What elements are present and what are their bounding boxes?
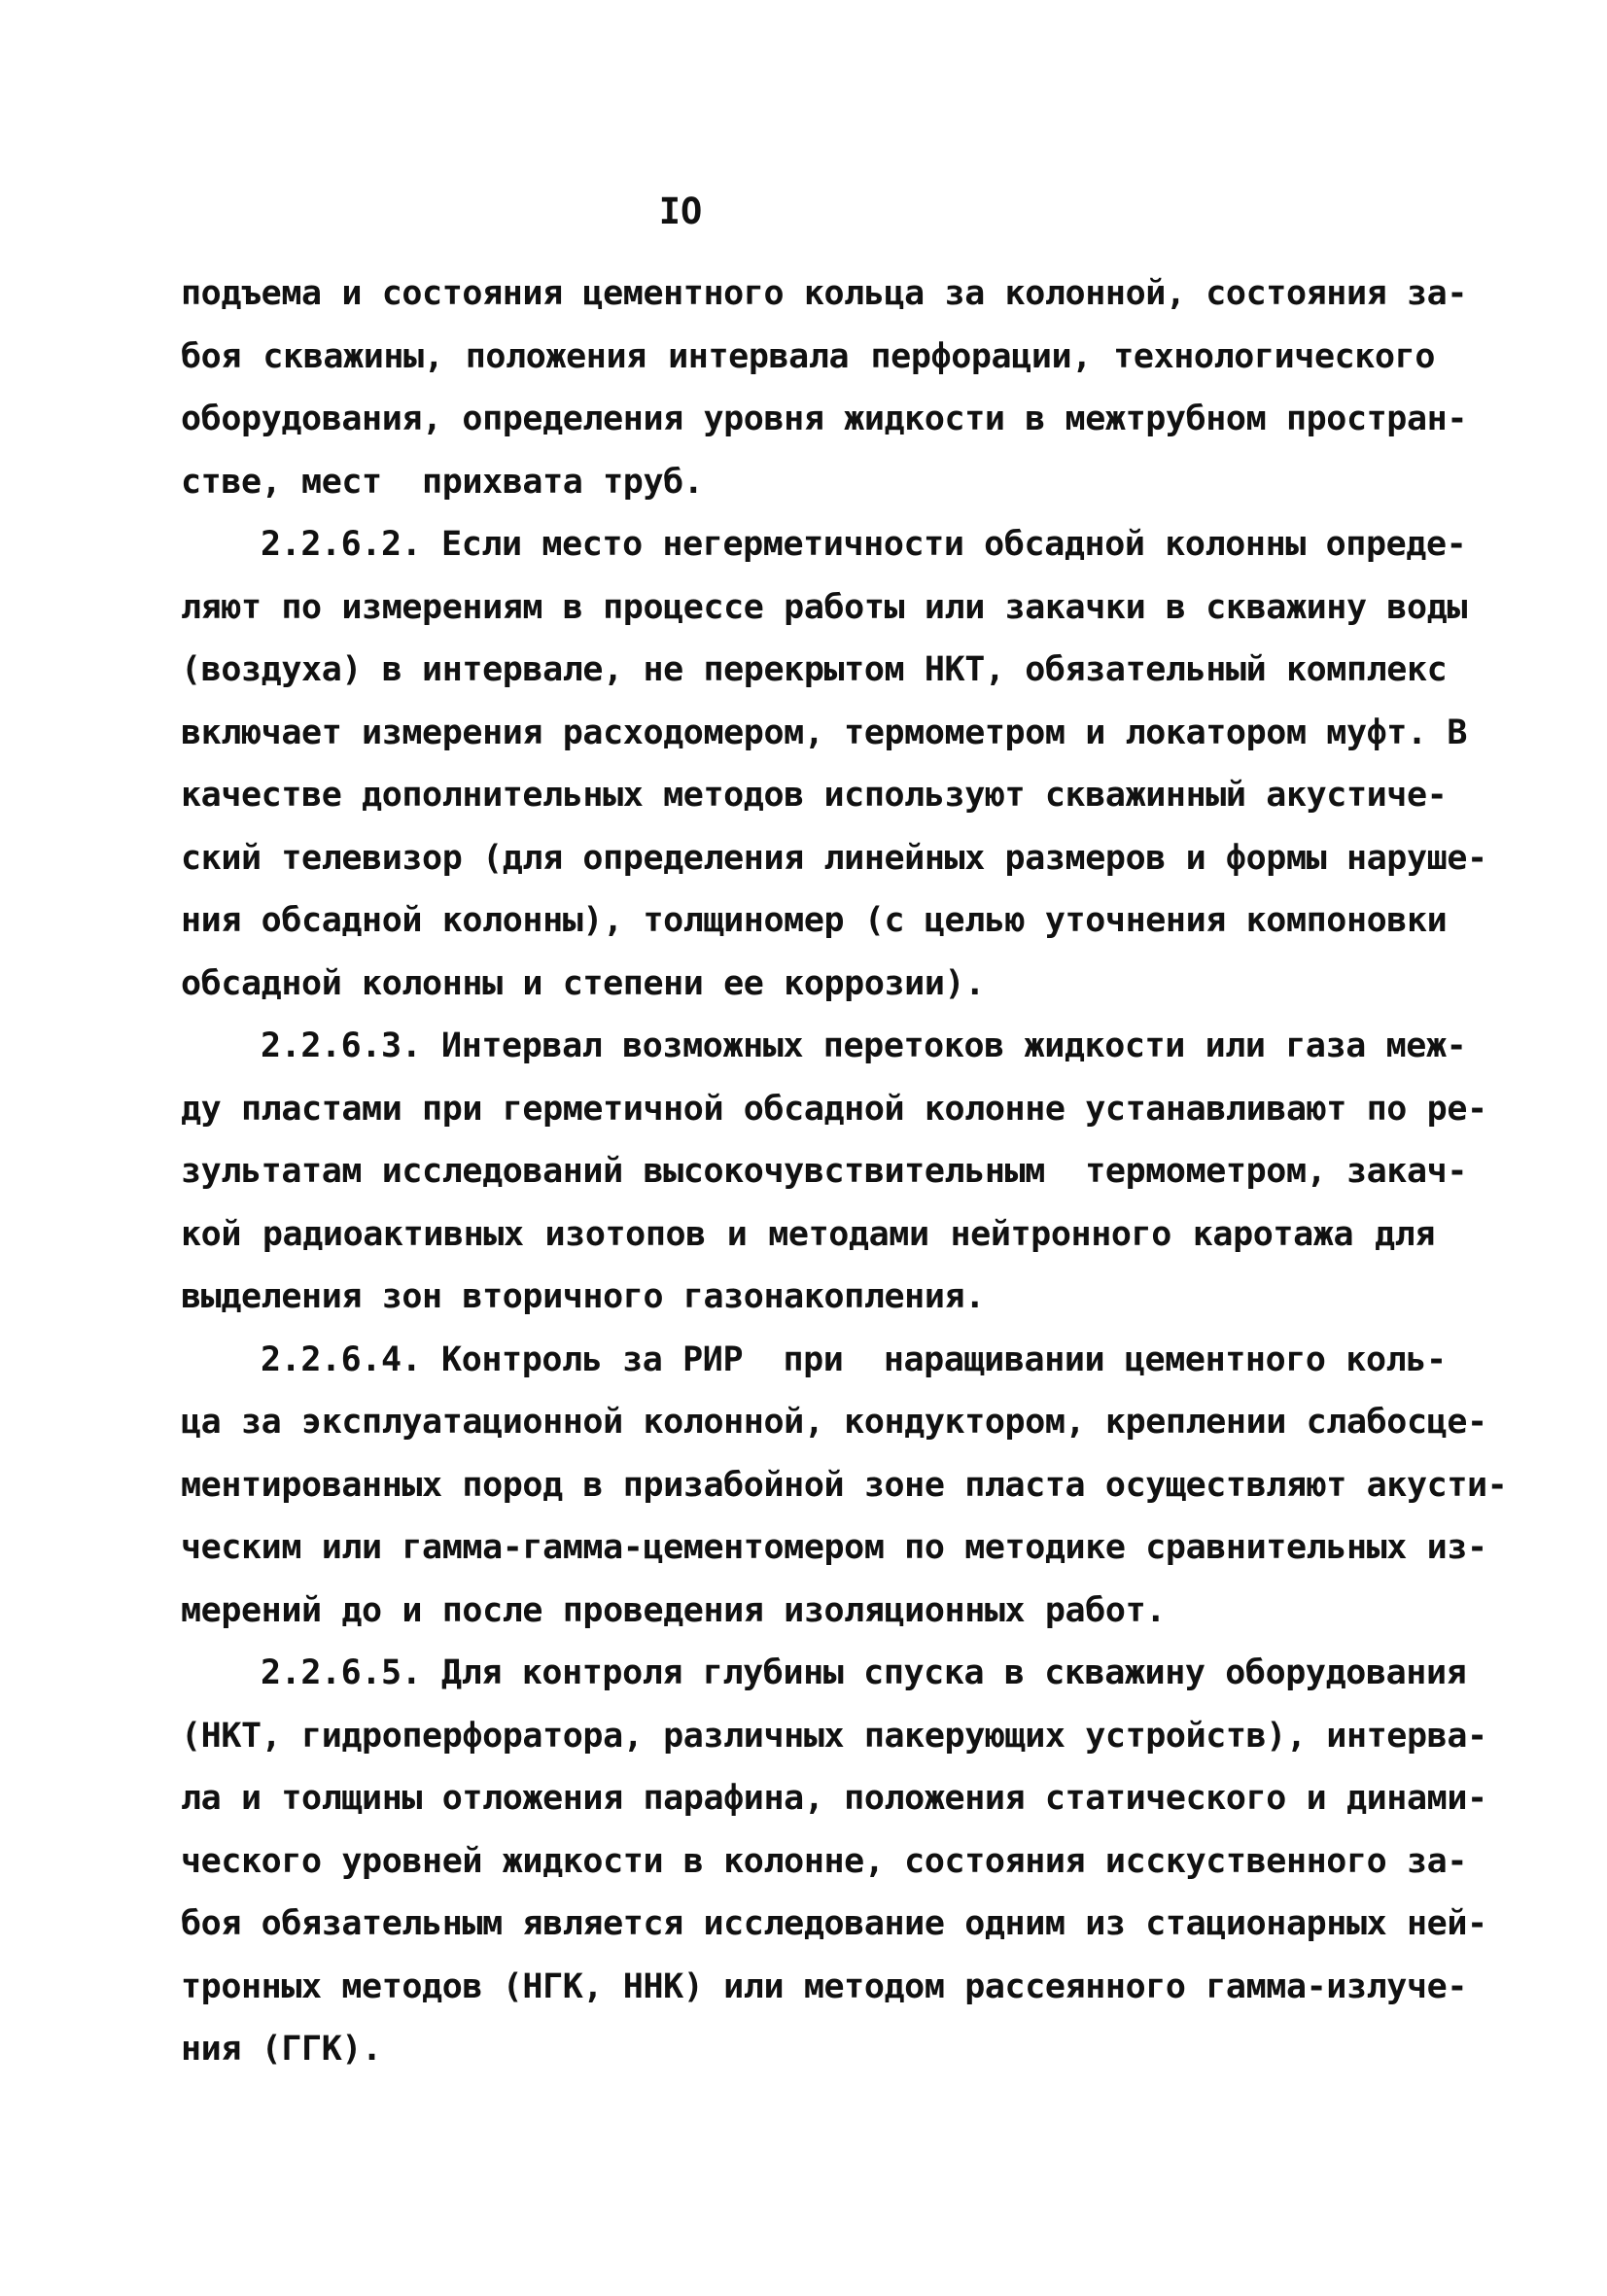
- text-line: ла и толщины отложения парафина, положения статического и динами-: [181, 1779, 1487, 1818]
- text-line: ния обсадной колонны), толщиномер (с целью уточнения компоновки: [181, 901, 1448, 940]
- text-line: мерений до и после проведения изоляционных работ.: [181, 1590, 1166, 1630]
- text-line: боя обязательным является исследование одним из стационарных ней-: [181, 1904, 1487, 1943]
- page-number: IO: [658, 191, 703, 232]
- text-line: выделения зон вторичного газонакопления.: [181, 1277, 985, 1316]
- text-line: ческого уровней жидкости в колонне, состояния исскуственного за-: [181, 1841, 1467, 1881]
- document-body: [181, 262, 1508, 2081]
- text-line: стве, мест прихвата труб.: [181, 462, 704, 502]
- text-line: ду пластами при герметичной обсадной колонне устанавливают по ре-: [181, 1089, 1487, 1129]
- text-line: подъема и состояния цементного кольца за колонной, состояния за-: [181, 274, 1467, 313]
- text-line: оборудования, определения уровня жидкости в межтрубном простран-: [181, 400, 1467, 438]
- text-line: ский телевизор (для определения линейных размеров и формы наруше-: [181, 838, 1487, 878]
- text-line: ментированных пород в призабойной зоне пласта осуществляют акусти-: [181, 1465, 1508, 1505]
- text-line: (НКТ, гидроперфоратора, различных пакерующих устройств), интерва-: [181, 1716, 1487, 1756]
- text-line: (воздуха) в интервале, не перекрытом НКТ, обязательный комплекс: [181, 650, 1448, 689]
- paragraph-first-line: 2.2.6.3. Интервал возможных перетоков жидкости или газа меж-: [261, 1026, 1467, 1065]
- text-line: включает измерения расходомером, термометром и локатором муфт. В: [181, 713, 1467, 752]
- text-line: ляют по измерениям в процессе работы или закачки в скважину воды: [181, 587, 1467, 627]
- paragraph-first-line: 2.2.6.2. Если место негерметичности обсадной колонны опреде-: [261, 525, 1467, 564]
- paragraph-first-line: 2.2.6.5. Для контроля глубины спуска в скважину оборудования: [261, 1653, 1467, 1692]
- text-line: качестве дополнительных методов используют скважинный акустиче-: [181, 776, 1448, 815]
- text-line: ческим или гамма-гамма-цементомером по методике сравнительных из-: [181, 1528, 1487, 1567]
- text-line: кой радиоактивных изотопов и методами нейтронного каротажа для: [181, 1214, 1435, 1254]
- text-line: тронных методов (НГК, ННК) или методом рассеянного гамма-излуче-: [181, 1966, 1467, 2006]
- text-line: зультатам исследований высокочувствительным термометром, закач-: [181, 1152, 1467, 1191]
- text-line: ния (ГГК).: [181, 2030, 382, 2069]
- paragraph-first-line: 2.2.6.4. Контроль за РИР при наращивании цементного коль-: [261, 1339, 1447, 1379]
- text-line: обсадной колонны и степени ее коррозии).: [181, 963, 985, 1003]
- text-line: боя скважины, положения интервала перфорации, технологического: [181, 336, 1435, 376]
- text-line: ца за эксплуатационной колонной, кондуктором, креплении слабосце-: [181, 1403, 1487, 1442]
